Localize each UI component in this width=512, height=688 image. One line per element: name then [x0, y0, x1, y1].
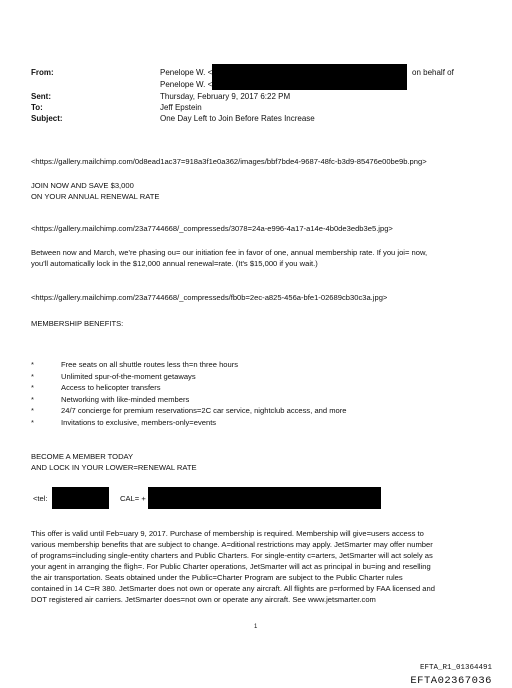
- benefit-text: Networking with like-minded members: [61, 394, 190, 404]
- sent-label: Sent:: [31, 92, 51, 101]
- offer-line-5: the air transportation. Seats obtained under the Public=Charter Program are subject to the Public Charter rules: [31, 573, 403, 582]
- list-item: [31, 371, 347, 383]
- bullet-icon: *: [31, 406, 34, 415]
- list-item: [31, 382, 347, 394]
- bullet-icon: *: [31, 394, 34, 404]
- benefit-text: 24/7 concierge for premium reservations=2C car service, nightclub access, and more: [61, 406, 347, 415]
- subject-label: Subject:: [31, 114, 63, 123]
- benefit-text: Access to helicopter transfers: [61, 383, 161, 392]
- list-item: [31, 394, 347, 406]
- from-label: From:: [31, 68, 54, 77]
- become-member-line2: AND LOCK IN YOUR LOWER=RENEWAL RATE: [31, 463, 197, 472]
- list-item: [31, 417, 347, 429]
- benefit-text: Unlimited spur-of-the-moment getaways: [61, 371, 196, 381]
- phase-paragraph-line2: you'll automatically lock in the $12,000 annual renewal=rate. (It's $15,000 if you wait.): [31, 259, 318, 268]
- image-url-1: <https://gallery.mailchimp.com/0d8ead1ac37=918a3f1e0a362/images/bbf7bde4-9687-48fc-b3d9-85476e00be9b.png>: [31, 157, 427, 166]
- offer-line-4: your agent in arranging the fligh=. For Public Charter operations, JetSmarter will act as principal in bu=ing and reselling: [31, 562, 431, 571]
- from-value-line2: Penelope W. <: [160, 80, 213, 89]
- join-heading-line1: JOIN NOW AND SAVE $3,000: [31, 181, 134, 190]
- offer-line-3: of programs=including single-entity charters and Public Charters. For single-entity c=arters, JetSmarter will act solely as: [31, 551, 433, 560]
- benefit-text: Free seats on all shuttle routes less th=n three hours: [61, 360, 239, 369]
- on-behalf-text: on behalf of: [412, 68, 454, 77]
- tel-label: <tel:: [33, 494, 48, 503]
- bullet-icon: *: [31, 360, 34, 369]
- image-url-2: <https://gallery.mailchimp.com/23a7744668/_compresseds/3078=24a-e996-4a17-a14e-4b0de3edb3e5.jpg>: [31, 224, 393, 233]
- page-number: 1: [254, 624, 258, 630]
- list-item: [31, 405, 347, 417]
- benefits-list: [31, 359, 347, 428]
- bullet-icon: *: [31, 371, 34, 381]
- offer-line-7: DOT registered air carriers. JetSmarter does=not own or operate any aircraft. See www.jetsmarter.com: [31, 595, 376, 604]
- offer-line-6: contained in 14 C=R 380. JetSmarter does not own or operate any aircraft. All flights are p=rformed by FAA licensed and: [31, 584, 435, 593]
- benefits-heading: MEMBERSHIP BENEFITS:: [31, 319, 124, 328]
- redaction-from: [212, 64, 407, 90]
- to-value: Jeff Epstein: [160, 103, 202, 112]
- benefit-text: Invitations to exclusive, members-only=events: [61, 417, 217, 427]
- efta-id-large: EFTA02367036: [410, 675, 492, 687]
- offer-line-2: various membership benefits that are subject to change. A=ditional restrictions may apply. JetSmarter may offer number: [31, 540, 433, 549]
- cal-label: CAL= +: [120, 494, 146, 503]
- redaction-tel: [52, 487, 109, 509]
- phase-paragraph-line1: Between now and March, we're phasing ou= our initiation fee in favor of one, annual membership rate. If you joi= now,: [31, 248, 428, 257]
- bullet-icon: *: [31, 417, 34, 427]
- image-url-3: <https://gallery.mailchimp.com/23a7744668/_compresseds/fb0b=2ec-a825-456a-bfe1-02689cb30c3a.jpg>: [31, 293, 388, 302]
- efta-id-small: EFTA_R1_01364491: [419, 664, 492, 672]
- become-member-line1: BECOME A MEMBER TODAY: [31, 452, 134, 461]
- from-value-line1: Penelope W. <: [160, 68, 213, 77]
- subject-value: One Day Left to Join Before Rates Increase: [160, 114, 315, 123]
- redaction-cal: [148, 487, 381, 509]
- offer-line-1: This offer is valid until Feb=uary 9, 2017. Purchase of membership is required. Membership will give=users access to: [31, 529, 424, 538]
- list-item: [31, 359, 347, 371]
- join-heading-line2: ON YOUR ANNUAL RENEWAL RATE: [31, 192, 160, 201]
- to-label: To:: [31, 103, 43, 112]
- bullet-icon: *: [31, 383, 34, 392]
- sent-value: Thursday, February 9, 2017 6:22 PM: [160, 92, 291, 101]
